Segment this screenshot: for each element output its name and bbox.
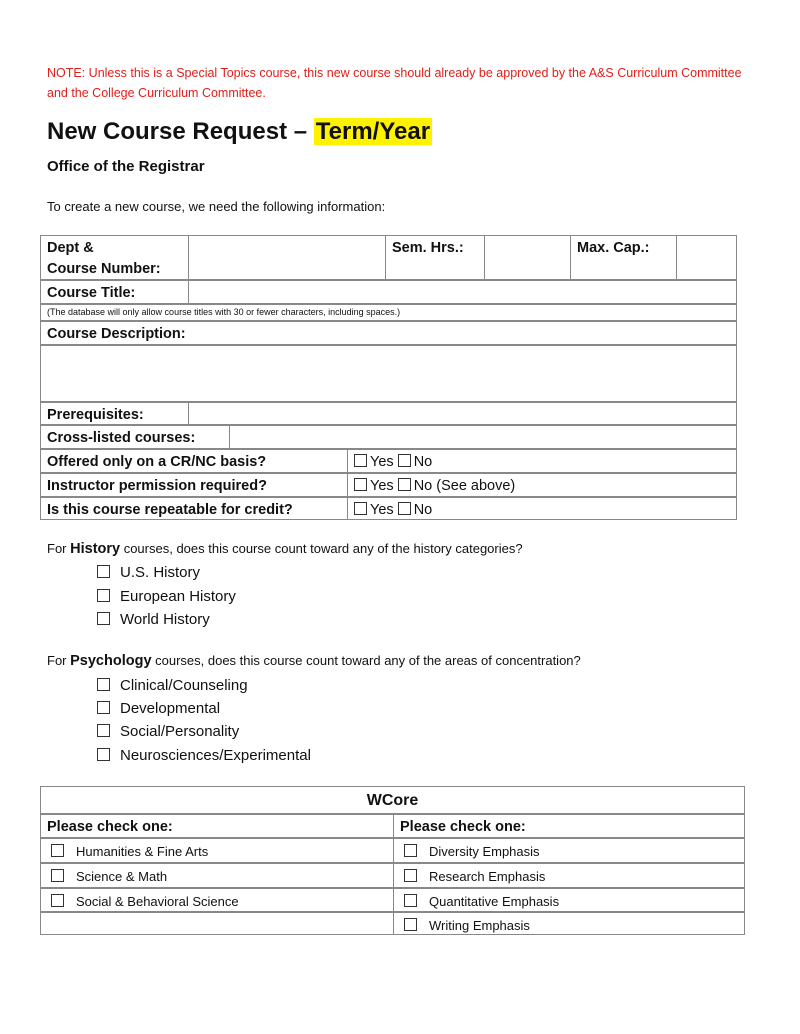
page-title — [47, 118, 432, 146]
option-label: U.S. History — [120, 564, 201, 581]
psychology-question — [47, 653, 581, 669]
no-label: No — [413, 502, 433, 518]
cross-listed-label: Cross-listed courses: — [41, 426, 230, 448]
subtitle: Office of the Registrar — [47, 158, 205, 175]
psych-option[interactable] — [97, 677, 248, 694]
wcore-title: WCore — [366, 792, 419, 809]
checkbox[interactable] — [97, 612, 110, 625]
question-label: Offered only on a CR/NC basis? — [41, 450, 348, 472]
wcore-option[interactable] — [394, 913, 744, 934]
no-checkbox[interactable] — [398, 454, 411, 467]
cross-row — [40, 425, 737, 449]
q-pre: For — [47, 653, 71, 668]
option-label: Developmental — [120, 700, 221, 717]
approval-note: NOTE: Unless this is a Special Topics course, this new course should already be approved by the A&S Curriculum Committee and the College Curriculum Committee. — [47, 66, 742, 100]
checkbox[interactable] — [51, 894, 64, 907]
checkbox[interactable] — [404, 894, 417, 907]
desc-input-row — [40, 345, 737, 402]
sem-hrs-input[interactable] — [485, 236, 571, 279]
prereq-row — [40, 402, 737, 425]
right-header: Please check one: — [400, 819, 526, 835]
no-label: No — [413, 454, 433, 470]
dept-label — [41, 236, 189, 279]
title-row — [40, 280, 737, 304]
psych-option[interactable] — [97, 700, 220, 717]
cross-listed-input[interactable] — [230, 426, 736, 448]
no-checkbox[interactable] — [398, 502, 411, 515]
wcore-title-row — [40, 786, 745, 814]
wcore-option[interactable] — [394, 864, 744, 887]
course-title-label: Course Title: — [41, 281, 189, 303]
wcore-option[interactable] — [394, 889, 744, 911]
answer-cell — [348, 450, 736, 472]
checkbox[interactable] — [404, 869, 417, 882]
checkbox[interactable] — [97, 748, 110, 761]
checkbox[interactable] — [97, 565, 110, 578]
prereq-label: Prerequisites: — [41, 403, 189, 424]
yes-label: Yes — [370, 454, 394, 470]
question-label: Instructor permission required? — [41, 474, 348, 496]
yes-checkbox[interactable] — [354, 478, 367, 491]
q-post: courses, does this course count toward any of the areas of concentration? — [151, 653, 581, 668]
checkbox[interactable] — [404, 844, 417, 857]
course-description-label: Course Description: — [47, 326, 186, 342]
dept-label-line1: Dept & — [47, 240, 94, 256]
desc-row — [40, 321, 737, 345]
term-year-highlight: Term/Year — [315, 118, 431, 145]
q-bold: History — [70, 541, 121, 557]
q-post: courses, does this course count toward any of the history categories? — [120, 541, 523, 556]
intro-text: To create a new course, we need the following information: — [47, 199, 386, 214]
course-description-input[interactable] — [41, 346, 736, 401]
checkbox[interactable] — [404, 918, 417, 931]
left-header: Please check one: — [41, 815, 394, 837]
wcore-option[interactable] — [41, 839, 394, 862]
max-cap-label: Max. Cap.: — [571, 236, 677, 279]
question-row — [40, 473, 737, 497]
wcore-option[interactable] — [394, 839, 744, 862]
yes-label: Yes — [370, 478, 394, 494]
sem-hrs-label: Sem. Hrs.: — [386, 236, 485, 279]
history-question — [47, 541, 523, 557]
wcore-row — [40, 863, 745, 888]
option-label: World History — [120, 611, 210, 628]
option-label: Research Emphasis — [429, 869, 546, 884]
history-option[interactable] — [97, 564, 200, 581]
wcore-row — [40, 912, 745, 935]
q-pre: For — [47, 541, 71, 556]
option-label: Clinical/Counseling — [120, 677, 248, 694]
yes-checkbox[interactable] — [354, 502, 367, 515]
dept-input[interactable] — [189, 236, 386, 279]
q-bold: Psychology — [70, 653, 152, 669]
answer-cell — [348, 474, 736, 496]
checkbox[interactable] — [97, 678, 110, 691]
title-note: (The database will only allow course titles with 30 or fewer characters, including spaces.) — [47, 307, 401, 317]
history-option[interactable] — [97, 588, 236, 605]
question-row — [40, 497, 737, 520]
title-text: New Course Request – — [47, 118, 314, 145]
wcore-option[interactable] — [41, 889, 394, 911]
checkbox[interactable] — [51, 844, 64, 857]
question-label: Is this course repeatable for credit? — [41, 498, 348, 519]
wcore-row — [40, 888, 745, 912]
course-title-input[interactable] — [189, 281, 736, 303]
option-label: Neurosciences/Experimental — [120, 747, 311, 764]
answer-cell — [348, 498, 736, 519]
dept-label-line2: Course Number: — [47, 261, 161, 277]
checkbox[interactable] — [97, 701, 110, 714]
checkbox[interactable] — [97, 589, 110, 602]
option-label: Quantitative Emphasis — [429, 894, 560, 909]
checkbox[interactable] — [97, 724, 110, 737]
title-note-row — [40, 304, 737, 321]
no-label: No (See above) — [413, 478, 516, 494]
wcore-row — [40, 838, 745, 863]
yes-checkbox[interactable] — [354, 454, 367, 467]
prereq-input[interactable] — [189, 403, 736, 424]
no-checkbox[interactable] — [398, 478, 411, 491]
option-label: Science & Math — [76, 869, 168, 884]
wcore-header-row — [40, 814, 745, 838]
history-option[interactable] — [97, 611, 210, 628]
option-label: Writing Emphasis — [429, 918, 530, 933]
question-row — [40, 449, 737, 473]
option-label: Humanities & Fine Arts — [76, 844, 209, 859]
max-cap-input[interactable] — [677, 236, 736, 279]
option-label: European History — [120, 588, 236, 605]
psych-option[interactable] — [97, 747, 311, 764]
option-label: Social & Behavioral Science — [76, 894, 239, 909]
option-label: Diversity Emphasis — [429, 844, 540, 859]
checkbox[interactable] — [51, 869, 64, 882]
wcore-option[interactable] — [41, 864, 394, 887]
option-label: Social/Personality — [120, 723, 240, 740]
dept-row — [40, 235, 737, 280]
empty-cell — [41, 913, 394, 934]
psych-option[interactable] — [97, 723, 239, 740]
yes-label: Yes — [370, 502, 394, 518]
